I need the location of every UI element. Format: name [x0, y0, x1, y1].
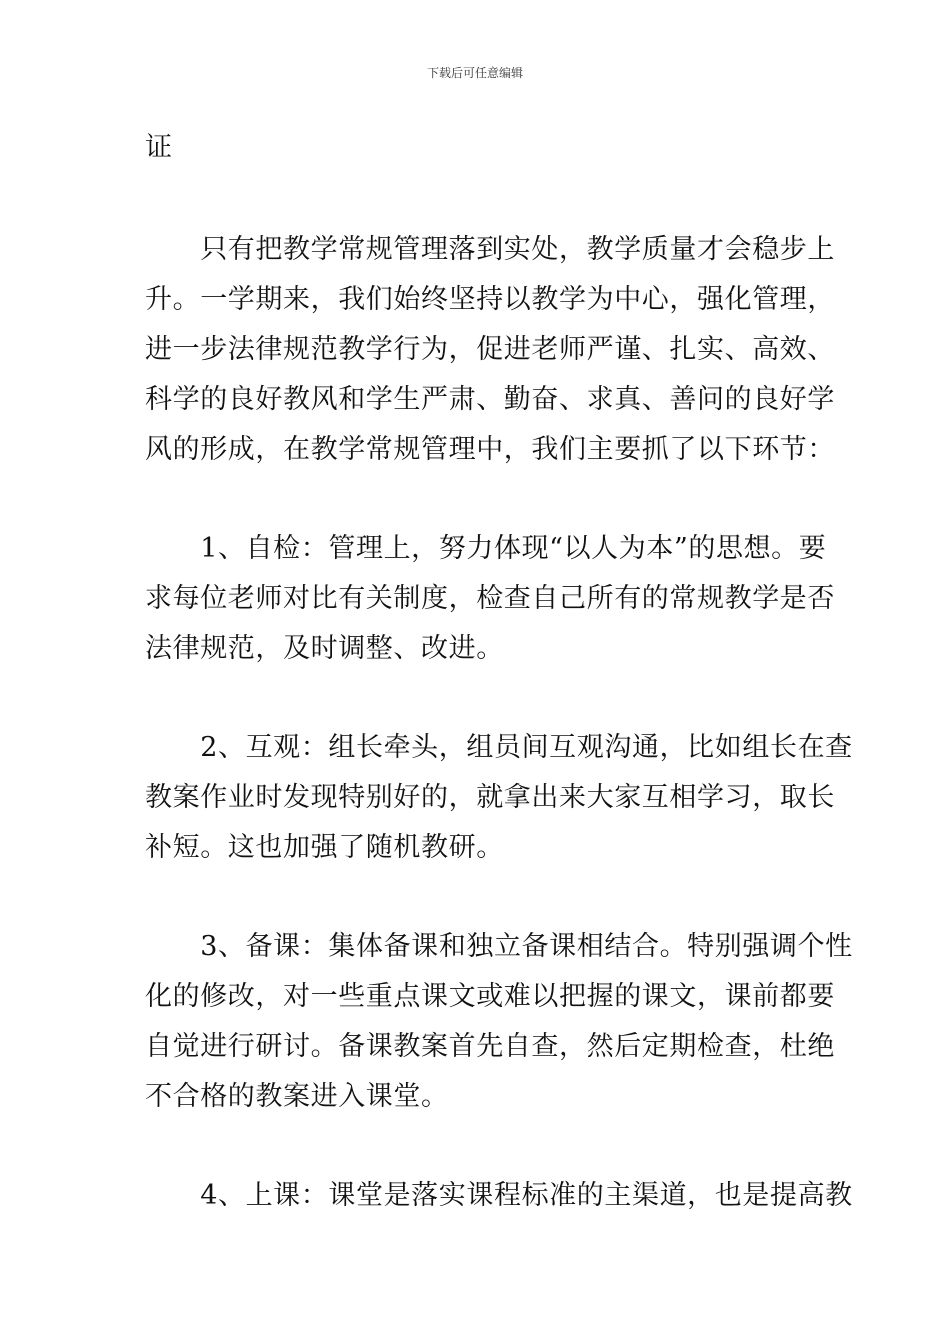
- text-line: 法律规范，及时调整、改进。: [145, 633, 504, 664]
- text-line: 教案作业时发现特别好的，就拿出来大家互相学习，取长: [145, 782, 835, 813]
- text-line: 科学的良好教风和学生严肃、勤奋、求真、善问的良好学: [145, 384, 835, 415]
- text-line: 自觉进行研讨。备课教案首先自查，然后定期检查，杜绝: [145, 1031, 835, 1062]
- text-line: 2、互观：组长牵头，组员间互观沟通，比如组长在查: [145, 732, 853, 763]
- text-line: 4、上课：课堂是落实课程标准的主渠道，也是提高教: [145, 1180, 853, 1211]
- text-line: 化的修改，对一些重点课文或难以把握的课文，课前都要: [145, 981, 835, 1012]
- text-line: 升。一学期来，我们始终坚持以教学为中心，强化管理，: [145, 284, 835, 315]
- text-line: 1、自检：管理上，努力体现“以人为本”的思想。要: [145, 533, 827, 564]
- text-line: 进一步法律规范教学行为，促进老师严谨、扎实、高效、: [145, 334, 835, 365]
- text-line: 求每位老师对比有关制度，检查自己所有的常规教学是否: [145, 583, 835, 614]
- text-line: 补短。这也加强了随机教研。: [145, 832, 504, 863]
- text-line: 只有把教学常规管理落到实处，教学质量才会稳步上: [145, 234, 835, 265]
- text-line: 风的形成，在教学常规管理中，我们主要抓了以下环节：: [145, 434, 835, 465]
- text-line: 3、备课：集体备课和独立备课相结合。特别强调个性: [145, 931, 853, 962]
- page-header: 下载后可任意编辑: [426, 66, 523, 80]
- text-line: 证: [145, 132, 173, 163]
- text-line: 不合格的教案进入课堂。: [145, 1081, 449, 1112]
